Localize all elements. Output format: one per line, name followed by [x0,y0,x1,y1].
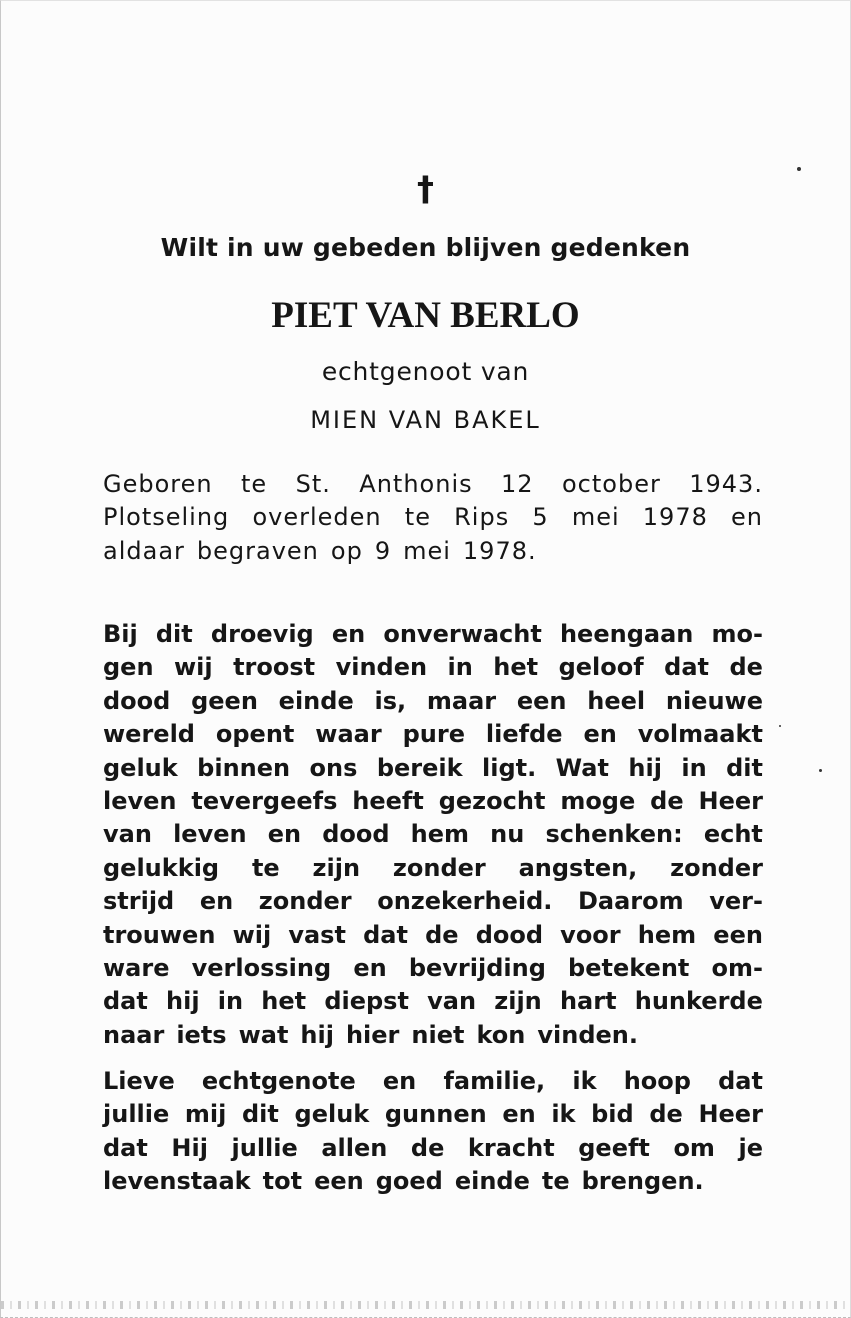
word: een [713,920,763,949]
word: 12 [501,470,534,498]
word: pure [402,720,465,749]
word: vast [288,920,346,949]
word: dat [664,653,710,682]
word: van [103,820,152,849]
word: te [241,470,268,498]
scan-speck [819,769,822,772]
word: Lieve [103,1067,175,1095]
paragraph-line [103,1165,763,1198]
paragraph-line [103,919,763,952]
paragraph-line [103,618,763,651]
word: trouwen [103,920,216,949]
word: te [251,853,280,882]
word: vinden. [537,1020,638,1049]
word: leven [173,820,247,849]
word: ik [572,1067,597,1095]
word: het [261,987,307,1016]
birth-death-line [103,501,763,534]
word: bereik [376,753,463,782]
spouse-name: MIEN VAN BAKEL [310,406,541,434]
word: dat [718,1067,763,1095]
word: dat [103,987,148,1016]
word: zonder [392,853,486,882]
word: brengen. [581,1167,704,1196]
word: overleden [252,503,382,532]
word: dit [155,620,193,648]
word: een [314,1167,364,1196]
word: Rips [454,503,510,532]
word: einde [454,1167,530,1196]
word: waar [315,720,382,749]
word: allen [321,1133,388,1162]
word: familie, [443,1067,546,1095]
word: voor [560,920,621,949]
word: Daarom [577,887,684,916]
word: en [382,1067,417,1095]
word: echtgenote [201,1067,356,1095]
word: zonder [258,887,352,916]
paragraph-line [103,952,763,985]
word: het [493,653,539,682]
word: iets [176,1020,227,1049]
word: St. [295,470,331,498]
word: Geboren [103,470,213,498]
relation-text: echtgenoot van [321,357,530,386]
word: en [731,503,763,532]
word: jullie [103,1100,170,1129]
paragraph-line [103,1132,763,1165]
word: en [331,620,366,648]
word: Anthonis [359,470,473,498]
paragraph-line [103,785,763,818]
word: dit [726,753,763,782]
word: zijn [494,987,542,1016]
word: kracht [467,1133,555,1162]
paragraph-line [103,651,763,684]
word: en [502,1100,536,1129]
word: wij [232,920,272,949]
word: mei [403,536,451,565]
word: kon [476,1020,526,1049]
word: ver- [709,887,763,916]
word: ik [551,1100,576,1129]
word: heeft [352,786,424,815]
word: echt [703,820,763,849]
word: goed [375,1167,443,1196]
word: october [561,470,661,498]
word: dood [475,920,544,949]
word: de [425,920,459,949]
word: op [330,536,363,565]
word: dat [103,1133,148,1162]
word: heel [587,686,646,715]
paragraph-line [103,852,763,885]
word: geloof [558,653,644,682]
paragraph-line [103,818,763,851]
word: gelukkig [103,853,220,882]
paragraph-line [103,985,763,1018]
word: zonder [670,853,763,882]
word: geluk [103,753,178,782]
word: je [738,1133,763,1162]
word: dood [103,686,171,715]
paragraph-line [103,752,763,785]
word: om- [711,953,763,982]
word: en [583,720,617,749]
word: Heer [698,1100,763,1129]
word: gezocht [438,786,546,815]
word: nieuwe [665,686,763,715]
word: 1978. [462,536,537,565]
word: geluk [294,1100,370,1129]
word: levenstaak [103,1167,251,1196]
word: ligt. [482,753,537,782]
word: bid [591,1100,634,1129]
word: Hij [171,1133,208,1162]
cross-icon: † [417,169,434,209]
word: geeft [578,1133,650,1162]
word: 9 [374,536,392,565]
word: hoop [623,1067,691,1095]
word: hem [637,920,697,949]
word: 1978 [642,503,708,532]
word: de [650,786,684,815]
word: bevrijding [408,953,546,982]
word: de [649,1100,683,1129]
farewell-paragraph [103,1065,763,1199]
word: maar [426,686,497,715]
word: begraven [196,536,319,565]
word: dat [363,920,408,949]
scan-speck [779,725,781,727]
word: gen [103,653,154,682]
word: 5 [532,503,549,532]
intro-line: Wilt in uw gebeden blijven gedenken [160,233,691,262]
word: en [199,887,234,916]
word: hij [166,987,200,1016]
word: ons [309,753,358,782]
word: einde [278,686,354,715]
paragraph-line [103,1065,763,1098]
word: hij [628,753,662,782]
word: diepst [324,987,409,1016]
word: van [427,987,477,1016]
paragraph-line [103,885,763,918]
word: dood [322,820,390,849]
word: angsten, [518,853,638,882]
word: nu [490,820,525,849]
birth-death-block [103,468,763,568]
word: 1943. [689,470,763,498]
consolation-paragraph [103,618,763,1052]
word: en [267,820,302,849]
word: hunkerde [634,987,763,1016]
word: hem [410,820,470,849]
word: onverwacht [383,620,542,648]
word: moge [560,786,636,815]
word: Wat [555,753,609,782]
word: hier [345,1020,400,1049]
word: te [404,503,431,532]
word: de [729,653,763,682]
word: jullie [231,1133,298,1162]
word: volmaakt [637,720,763,749]
word: troost [233,653,316,682]
word: onzekerheid. [377,887,553,916]
word: hart [559,987,617,1016]
word: droevig [210,620,314,648]
word: wij [174,653,213,682]
word: en [353,953,387,982]
word: Bij [103,620,138,648]
word: binnen [197,753,291,782]
word: niet [411,1020,465,1049]
word: om [673,1133,715,1162]
word: leven [103,786,177,815]
word: Plotseling [103,503,230,532]
word: tot [262,1167,303,1196]
word: in [217,987,244,1016]
deceased-name: PIET VAN BERLO [271,295,580,336]
word: geen [191,686,258,715]
paragraph-line [103,1098,763,1131]
word: zijn [312,853,361,882]
word: dit [242,1100,279,1129]
word: strijd [103,887,175,916]
word: schenken: [545,820,683,849]
word: mo- [711,620,763,648]
word: tevergeefs [191,786,338,815]
word: mij [184,1100,227,1129]
word: mei [571,503,620,532]
word: opent [215,720,295,749]
word: heengaan [559,620,694,648]
word: Heer [698,786,763,815]
word: wereld [103,720,195,749]
word: aldaar [103,536,185,565]
paragraph-line [103,718,763,751]
scan-edge [1,1301,850,1309]
word: een [516,686,567,715]
birth-death-line [103,535,763,568]
word: betekent [568,953,690,982]
word: naar [103,1020,165,1049]
scan-speck [797,167,801,171]
word: de [410,1133,445,1162]
word: te [541,1167,570,1196]
word: in [447,653,473,682]
word: in [681,753,707,782]
word: hij [300,1020,334,1049]
word: vinden [335,653,428,682]
paragraph-line [103,685,763,718]
birth-death-line [103,468,763,501]
word: wat [238,1020,289,1049]
word: liefde [485,720,563,749]
word: verlossing [191,953,332,982]
word: is, [374,686,407,715]
paragraph-line [103,1019,763,1052]
word: ware [103,953,170,982]
word: gunnen [384,1100,487,1129]
